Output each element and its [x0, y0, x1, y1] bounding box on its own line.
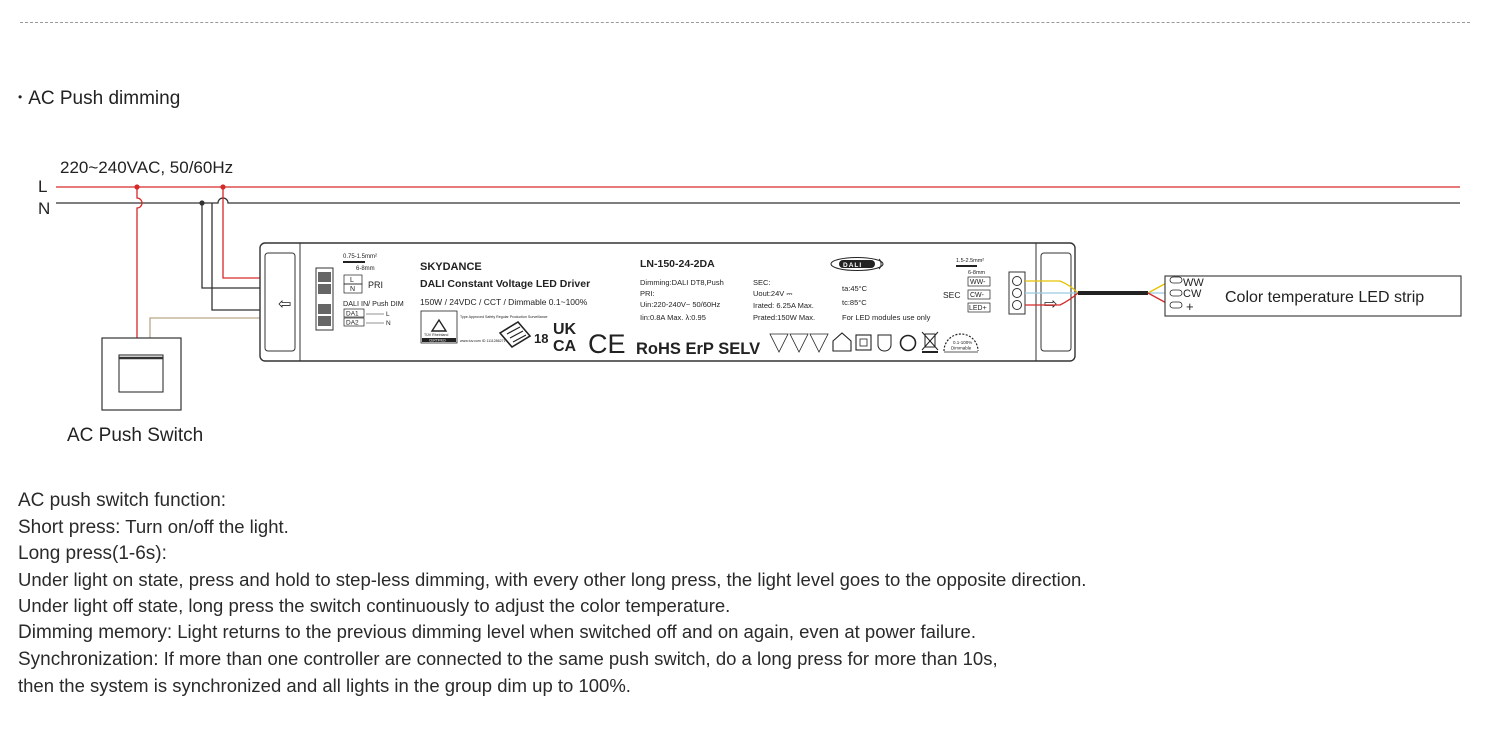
output-terminal-block — [1009, 272, 1025, 314]
spec-for-led: For LED modules use only — [842, 313, 931, 322]
spec-iin: Iin:0.8A Max. λ:0.95 — [640, 313, 706, 322]
ww-terminal-label: WW- — [970, 279, 986, 286]
pri-label: PRI — [368, 280, 384, 290]
line-label: L — [38, 177, 48, 196]
input-arrow-icon: ⇦ — [278, 296, 292, 313]
tuv-approval-text: Type Approved Safety Regular Production Surveillance — [460, 315, 548, 319]
enec-number: 18 — [534, 331, 549, 346]
description-heading: AC push switch function: — [18, 490, 227, 511]
long-press-line-1: Under light on state, press and hold to step-less dimming, with every other long press, the light level goes to the opposite direction. — [18, 569, 1087, 590]
push-switch-rocker[interactable] — [119, 355, 163, 392]
spec-pri: PRI: — [640, 289, 655, 298]
long-press-key: Long press(1-6s): — [18, 543, 167, 564]
tuv-text: TÜV Rheinland — [424, 333, 449, 337]
sync-line — [18, 646, 1478, 673]
cw-terminal-label: CW- — [970, 292, 984, 299]
memory-line — [18, 619, 1478, 646]
tuv-certified: CERTIFIED — [429, 338, 446, 343]
dimmable-range: 0.1-100% — [953, 340, 973, 345]
output-arrow-icon: ⇨ — [1044, 296, 1058, 313]
spec-uin: Uin:220-240V~ 50/60Hz — [640, 300, 721, 309]
da2-target: N — [386, 320, 391, 327]
short-press-key: Short press: — [18, 517, 121, 538]
neutral-label: N — [38, 199, 51, 218]
da1-label: DA1 — [346, 310, 359, 318]
ce-mark: CE — [588, 329, 626, 359]
ukca-top: UK — [553, 321, 577, 338]
sec-label: SEC — [943, 290, 961, 300]
sync-line-2: then the system is synchronized and all lights in the group dim up to 100%. — [18, 675, 631, 696]
neutral-bus — [56, 198, 1460, 203]
short-press-text: Turn on/off the light. — [120, 516, 289, 537]
spec-prated: Prated:150W Max. — [753, 313, 816, 322]
terminal-l — [318, 272, 331, 282]
cert-marks: RoHS ErP SELV — [636, 340, 761, 358]
memory-text: Light returns to the previous dimming level when switched off and on again, even at power failure. — [172, 621, 976, 642]
description-block — [18, 488, 1478, 699]
wire-size-left: 0.75-1.5mm² — [343, 254, 378, 260]
terminal-da2 — [318, 316, 331, 326]
wire-size-right: 1.5-2.5mm² — [956, 258, 985, 264]
terminal-da1 — [318, 304, 331, 314]
led-strip-label: Color temperature LED strip — [1225, 289, 1425, 306]
spec-sec: SEC: — [753, 278, 771, 287]
dimmable-text: Dimmable — [951, 345, 972, 351]
strip-ww-label: WW — [1183, 277, 1204, 289]
pri-n-label: N — [350, 286, 356, 293]
tuv-site: www.tuv.com ID 1111286271 — [460, 339, 506, 343]
supply-label: 220~240VAC, 50/60Hz — [60, 158, 234, 177]
short-press-line — [18, 514, 1478, 541]
switch-live-wire — [137, 187, 142, 338]
driver-brand: SKYDANCE — [420, 261, 482, 273]
spec-irated: Irated: 6.25A Max. — [753, 301, 814, 310]
pri-l-label: L — [350, 277, 354, 284]
driver-title: DALI Constant Voltage LED Driver — [420, 278, 591, 290]
strip-length-left: 6-8mm — [356, 266, 375, 272]
sync-key: Synchronization: — [18, 649, 159, 670]
ledplus-terminal-label: LED+ — [969, 305, 987, 312]
long-press-line-2: Under light off state, long press the switch continuously to adjust the color temperature. — [18, 595, 731, 616]
driver-spec: 150W / 24VDC / CCT / Dimmable 0.1~100% — [420, 297, 588, 307]
section-title-text: AC Push dimming — [28, 88, 181, 109]
spec-uout: Uout:24V ⎓ — [753, 289, 793, 298]
sync-text: If more than one controller are connected to the same push switch, do a long press for more than 10s, — [158, 648, 998, 669]
da1-target: L — [386, 311, 390, 318]
bullet-icon: • — [18, 90, 23, 104]
memory-key: Dimming memory: — [18, 622, 173, 643]
spec-tc: tc:85°C — [842, 298, 867, 307]
dali-in-label: DALI IN/ Push DIM — [343, 299, 404, 308]
strip-length-right: 6-8mm — [968, 270, 986, 276]
da2-label: DA2 — [346, 319, 359, 327]
terminal-n — [318, 284, 331, 294]
push-switch-label: AC Push Switch — [67, 425, 204, 446]
spec-dimming: Dimming:DALI DT8,Push — [640, 278, 724, 287]
dali-logo-text: DALI — [843, 262, 863, 269]
spec-ta: ta:45°C — [842, 284, 868, 293]
ukca-bottom: CA — [553, 338, 577, 355]
model-number: LN-150-24-2DA — [640, 258, 715, 270]
strip-plus-label: + — [1186, 299, 1194, 314]
strip-cw-label: CW — [1183, 288, 1202, 300]
switch-live-junction — [134, 184, 139, 189]
